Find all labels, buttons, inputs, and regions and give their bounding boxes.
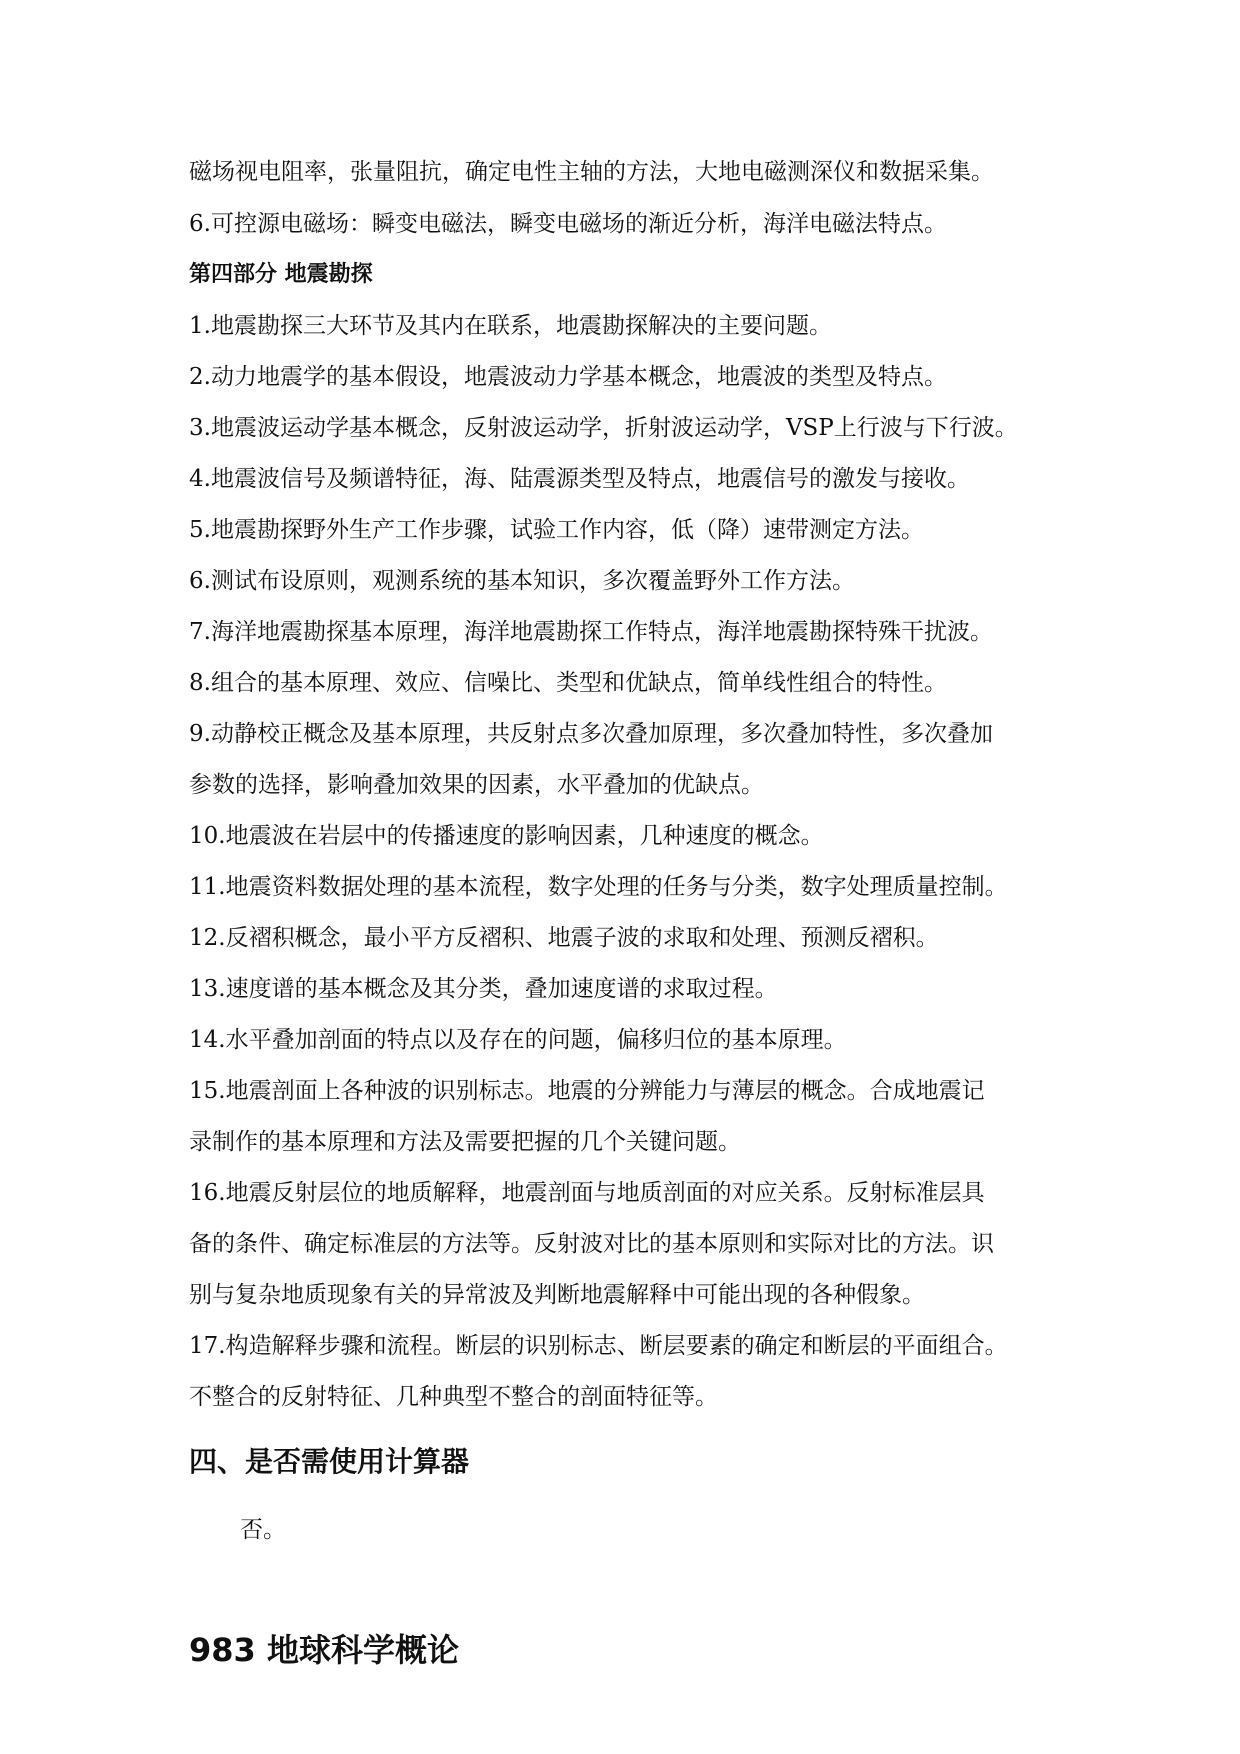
answer-text: 否。 (240, 1517, 286, 1543)
text-line: 9.动静校正概念及基本原理，共反射点多次叠加原理，多次叠加特性，多次叠加 (189, 721, 993, 747)
course-title: 983 地球科学概论 (189, 1631, 459, 1669)
text-line: 备的条件、确定标准层的方法等。反射波对比的基本原则和实际对比的方法。识 (189, 1231, 994, 1257)
text-line: 1.地震勘探三大环节及其内在联系，地震勘探解决的主要问题。 (189, 313, 832, 339)
text-line: 别与复杂地质现象有关的异常波及判断地震解释中可能出现的各种假象。 (189, 1282, 925, 1308)
text-line: 不整合的反射特征、几种典型不整合的剖面特征等。 (189, 1384, 718, 1410)
text-line: 3.地震波运动学基本概念，反射波运动学，折射波运动学，VSP上行波与下行波。 (189, 415, 1018, 441)
text-line: 磁场视电阻率，张量阻抗，确定电性主轴的方法，大地电磁测深仪和数据采集。 (189, 159, 994, 185)
text-line: 16.地震反射层位的地质解释，地震剖面与地质剖面的对应关系。反射标准层具 (189, 1180, 985, 1206)
text-line: 15.地震剖面上各种波的识别标志。地震的分辨能力与薄层的概念。合成地震记 (189, 1078, 985, 1104)
section-heading: 四、是否需使用计算器 (189, 1445, 470, 1478)
text-line: 10.地震波在岩层中的传播速度的影响因素，几种速度的概念。 (189, 823, 824, 849)
text-line: 17.构造解释步骤和流程。断层的识别标志、断层要素的确定和断层的平面组合。 (189, 1333, 1008, 1359)
text-line: 11.地震资料数据处理的基本流程，数字处理的任务与分类，数字处理质量控制。 (189, 874, 1008, 900)
text-line: 14.水平叠加剖面的特点以及存在的问题，偏移归位的基本原理。 (189, 1027, 847, 1053)
text-line: 6.测试布设原则，观测系统的基本知识，多次覆盖野外工作方法。 (189, 568, 855, 594)
text-line: 13.速度谱的基本概念及其分类，叠加速度谱的求取过程。 (189, 976, 778, 1002)
text-line: 5.地震勘探野外生产工作步骤，试验工作内容，低（降）速带测定方法。 (189, 517, 924, 543)
section-heading: 第四部分 地震勘探 (189, 262, 373, 287)
text-line: 6.可控源电磁场：瞬变电磁法，瞬变电磁场的渐近分析，海洋电磁法特点。 (189, 211, 947, 237)
text-line: 2.动力地震学的基本假设，地震波动力学基本概念，地震波的类型及特点。 (189, 364, 947, 390)
text-line: 参数的选择，影响叠加效果的因素，水平叠加的优缺点。 (189, 772, 764, 798)
text-line: 4.地震波信号及频谱特征，海、陆震源类型及特点，地震信号的激发与接收。 (189, 466, 970, 492)
text-line: 7.海洋地震勘探基本原理，海洋地震勘探工作特点，海洋地震勘探特殊干扰波。 (189, 619, 993, 645)
text-line: 8.组合的基本原理、效应、信噪比、类型和优缺点，简单线性组合的特性。 (189, 670, 947, 696)
text-line: 12.反褶积概念，最小平方反褶积、地震子波的求取和处理、预测反褶积。 (189, 925, 939, 951)
text-line: 录制作的基本原理和方法及需要把握的几个关键问题。 (189, 1129, 741, 1155)
